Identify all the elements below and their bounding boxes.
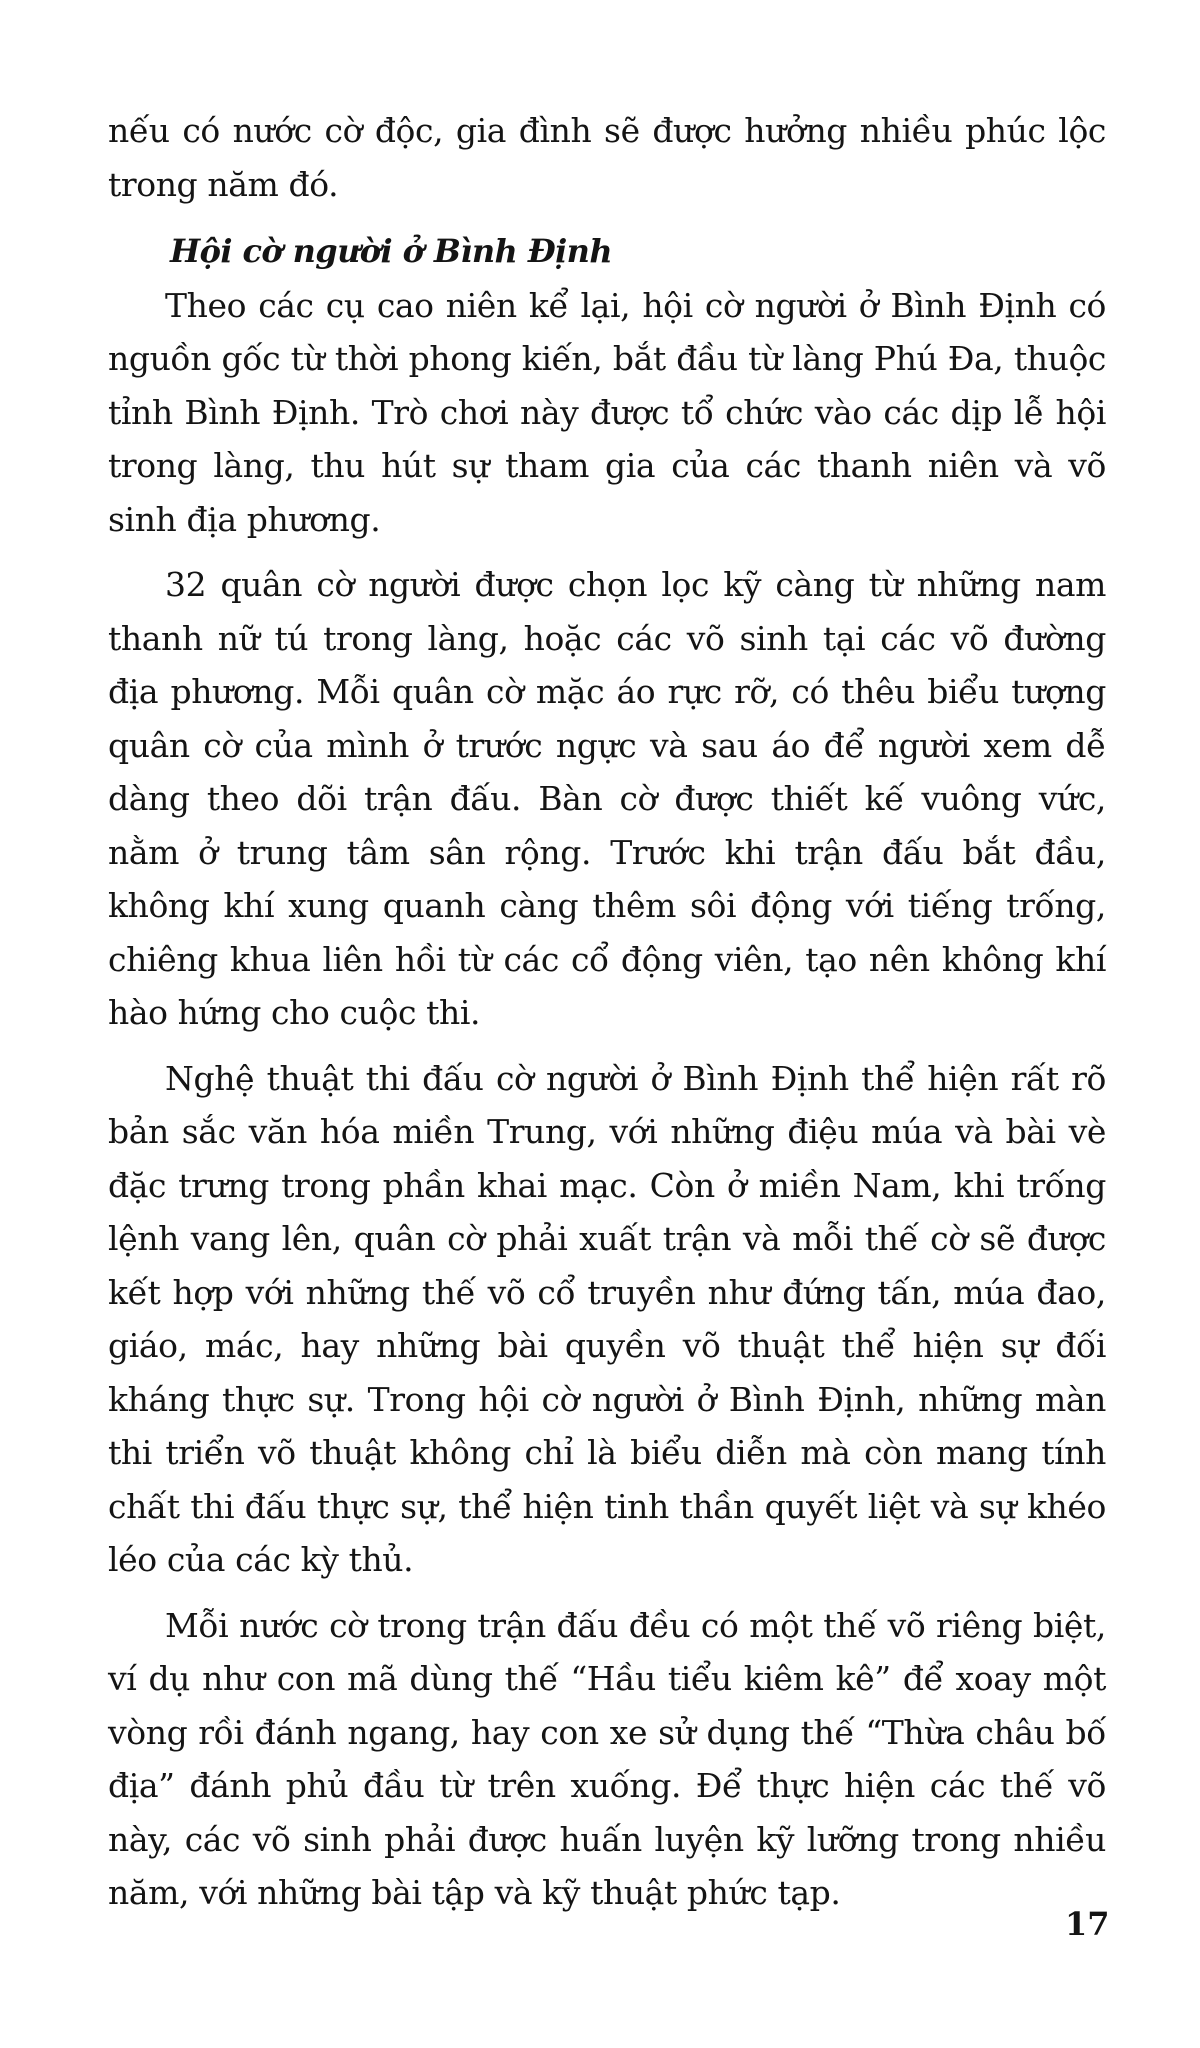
paragraph-martial-moves: Mỗi nước cờ trong trận đấu đều có một thế võ riêng biệt, ví dụ như con mã dùng thế “Hầu tiểu kiêm kê” để xoay một vòng rồi đánh ngang, hay con xe sử dụng thế “Thừa châu bố địa” đánh phủ đầu từ trên xuống. Để thực hiện các thế võ này, các võ sinh phải được huấn luyện kỹ lưỡng trong nhiều năm, với những bài tập và kỹ thuật phức tạp. xyxy=(108,1605,1106,1912)
section-heading: Hội cờ người ở Bình Định xyxy=(170,232,613,270)
book-page xyxy=(108,104,1106,1920)
page-number: 17 xyxy=(1065,1905,1110,1943)
spacer xyxy=(108,211,1106,225)
paragraph-competition-art: Nghệ thuật thi đấu cờ người ở Bình Định thể hiện rất rõ bản sắc văn hóa miền Trung, với những điệu múa và bài vè đặc trưng trong phần khai mạc. Còn ở miền Nam, khi trống lệnh vang lên, quân cờ phải xuất trận và mỗi thế cờ sẽ được kết hợp với những thế võ cổ truyền như đứng tấn, múa đao, giáo, mác, hay những bài quyền võ thuật thể hiện sự đối kháng thực sự. Trong hội cờ người ở Bình Định, những màn thi triển võ thuật không chỉ là biểu diễn mà còn mang tính chất thi đấu thực sự, thể hiện tinh thần quyết liệt và sự khéo léo của các kỳ thủ. xyxy=(108,1058,1106,1579)
continuation-paragraph: nếu có nước cờ độc, gia đình sẽ được hưởng nhiều phúc lộc trong năm đó. xyxy=(108,111,1106,204)
paragraph-origin: Theo các cụ cao niên kể lại, hội cờ người ở Bình Định có nguồn gốc từ thời phong kiến, bắt đầu từ làng Phú Đa, thuộc tỉnh Bình Định. Trò chơi này được tổ chức vào các dịp lễ hội trong làng, thu hút sự tham gia của các thanh niên và võ sinh địa phương. xyxy=(108,285,1106,539)
spacer xyxy=(108,1587,1106,1599)
paragraph-chess-pieces: 32 quân cờ người được chọn lọc kỹ càng từ những nam thanh nữ tú trong làng, hoặc các võ sinh tại các võ đường địa phương. Mỗi quân cờ mặc áo rực rỡ, có thêu biểu tượng quân cờ của mình ở trước ngực và sau áo để người xem dễ dàng theo dõi trận đấu. Bàn cờ được thiết kế vuông vức, nằm ở trung tâm sân rộng. Trước khi trận đấu bắt đầu, không khí xung quanh càng thêm sôi động với tiếng trống, chiêng khua liên hồi từ các cổ động viên, tạo nên không khí hào hứng cho cuộc thi. xyxy=(108,565,1106,1032)
spacer xyxy=(108,546,1106,558)
spacer xyxy=(108,1040,1106,1052)
